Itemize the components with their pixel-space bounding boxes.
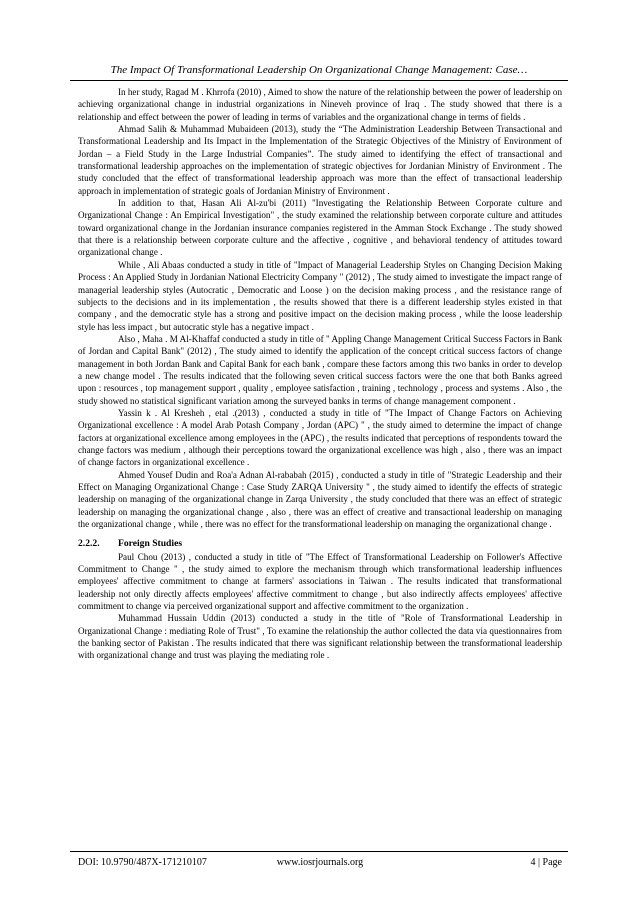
- footer-website: www.iosrjournals.org: [276, 857, 364, 868]
- running-header: The Impact Of Transformational Leadership On Organizational Change Management: Case…: [110, 64, 528, 76]
- paragraph: Muhammad Hussain Uddin (2013) conducted a study in the title of "Role of Transformational Leadership in Organizational Change : mediating Role of Trust" , To examine the relationship the author collected the data via questionnaires from the banking sector of Pakistan . The results indicated that there was significant relationship between the transformational leadership with organizational change and trust was playing the mediating role .: [78, 613, 562, 661]
- paragraph: While , Ali Abaas conducted a study in title of "Impact of Managerial Leadership Styles on Changing Decision Making Process : An Applied Study in Jordanian National Electricity Company " (2012) , The study aimed to investigate the impact range of managerial leadership styles (Autocratic , Democratic and Loose ) on the decision making process , and the resistance range of subjects to the decisions and in its implementation , the results showed that there is a different leadership styles existed in that company , and the democratic style has a strong and positive impact on the decision making process , while the loose leadership style has less impact , but autocratic style has a negative impact .: [78, 259, 562, 332]
- section-title: Foreign Studies: [118, 538, 183, 550]
- footer-page-number: 4 | Page: [530, 857, 562, 868]
- paragraph: Ahmad Salih & Muhammad Mubaideen (2013), study the “The Administration Leadership Between Transactional and Transformational Leadership and Its Impact in the Implementation of the Strategic Objectives of the Ministry of Environment of Jordan – a Field Study in the Large Industrial Companies”. The study aimed to identifying the effect of transactional and transformational leadership approaches on the implementation of strategic objectives for Jordanian Ministry of Environment . The study concluded that the effect of transformational leadership approach was more than the effect of transactional leadership approach in implementation of strategic goals of Jordanian Ministry of Environment .: [78, 124, 562, 196]
- footer-doi: DOI: 10.9790/487X-171210107: [78, 857, 207, 868]
- section-number: 2.2.2.: [78, 538, 100, 550]
- paragraph: Paul Chou (2013) , conducted a study in title of "The Effect of Transformational Leadership on Follower's Affective Commitment to Change " , the study aimed to explore the mechanism through which transformational leadership influences employees' affective commitment to change at farmers' associations in Taiwan . The results indicated that transformational leadership not only directly affects employees' affective commitment to change , but also indirectly affects employees' affective commitment to change via perceived organizational support and affective commitment to the organization .: [78, 551, 562, 612]
- paragraph: In addition to that, Hasan Ali Al-zu'bi (2011) "Investigating the Relationship Between Corporate culture and Organizational Change : An Empirical Investigation" , the study examined the relationship between corporate culture and attitudes toward organizational change in the Jordanian insurance companies registered in the Amman Stock Exchange . The study showed that there is a relationship between corporate culture and the affective , cognitive , and behavioral tendency of attitudes toward organizational change .: [78, 198, 562, 258]
- paragraph: Ahmed Yousef Dudin and Roa'a Adnan Al-rababah (2015) , conducted a study in title of "Strategic Leadership and their Effect on Managing Organizational Change : Case Study ZARQA University " , the study aimed to identify the effects of strategic leadership on managing of the organizational change in Zarqa University , the study concluded that there was an effect of strategic leadership on managing the organizational change , also , there was an effect of creative and transactional leadership on managing the organizational change , while , there was no effect for the transformational leadership on managing the organizational change .: [78, 469, 562, 530]
- footer-divider: [70, 851, 568, 852]
- body-text: [78, 86, 562, 662]
- header-divider: [70, 80, 568, 81]
- paragraph: Also , Maha . M Al-Khaffaf conducted a study in title of " Appling Change Management Critical Success Factors in Bank of Jordan and Capital Bank" (2012) , The study aimed to identify the application of the concept critical success factors of change management in both Jordan Bank and Capital Bank for each bank , compare these factors among this two banks in order to develop a new change model . The results indicated that the following seven critical success factors were the one that both Banks agreed upon : resources , top management support , quality , employee satisfaction , training , technology , process and systems . Also , the study showed no statistical significant variation among the surveyed banks in terms of change management component .: [78, 333, 562, 406]
- paragraph: Yassin k . Al Kresheh , etal .(2013) , conducted a study in title of "The Impact of Change Factors on Achieving Organizational excellence : A model Arab Potash Company , Jordan (APC) " , the study aimed to determine the impact of change factors at organizational excellence among employees in the (APC) , the results indicated that perceptions of respondents toward the change factors was medium , although their perceptions toward the organizational excellence was high , also , there was an impact of change factors in organizational excellence .: [78, 407, 562, 468]
- paragraph: In her study, Ragad M . Khrrofa (2010) , Aimed to show the nature of the relationship between the power of leadership on achieving organizational change in industrial organizations in Nineveh province of Iraq . The study showed that there is a relationship and effect between the power of leading in terms of variables and the organizational change in terms of fields .: [78, 87, 562, 122]
- section-heading: [78, 538, 562, 550]
